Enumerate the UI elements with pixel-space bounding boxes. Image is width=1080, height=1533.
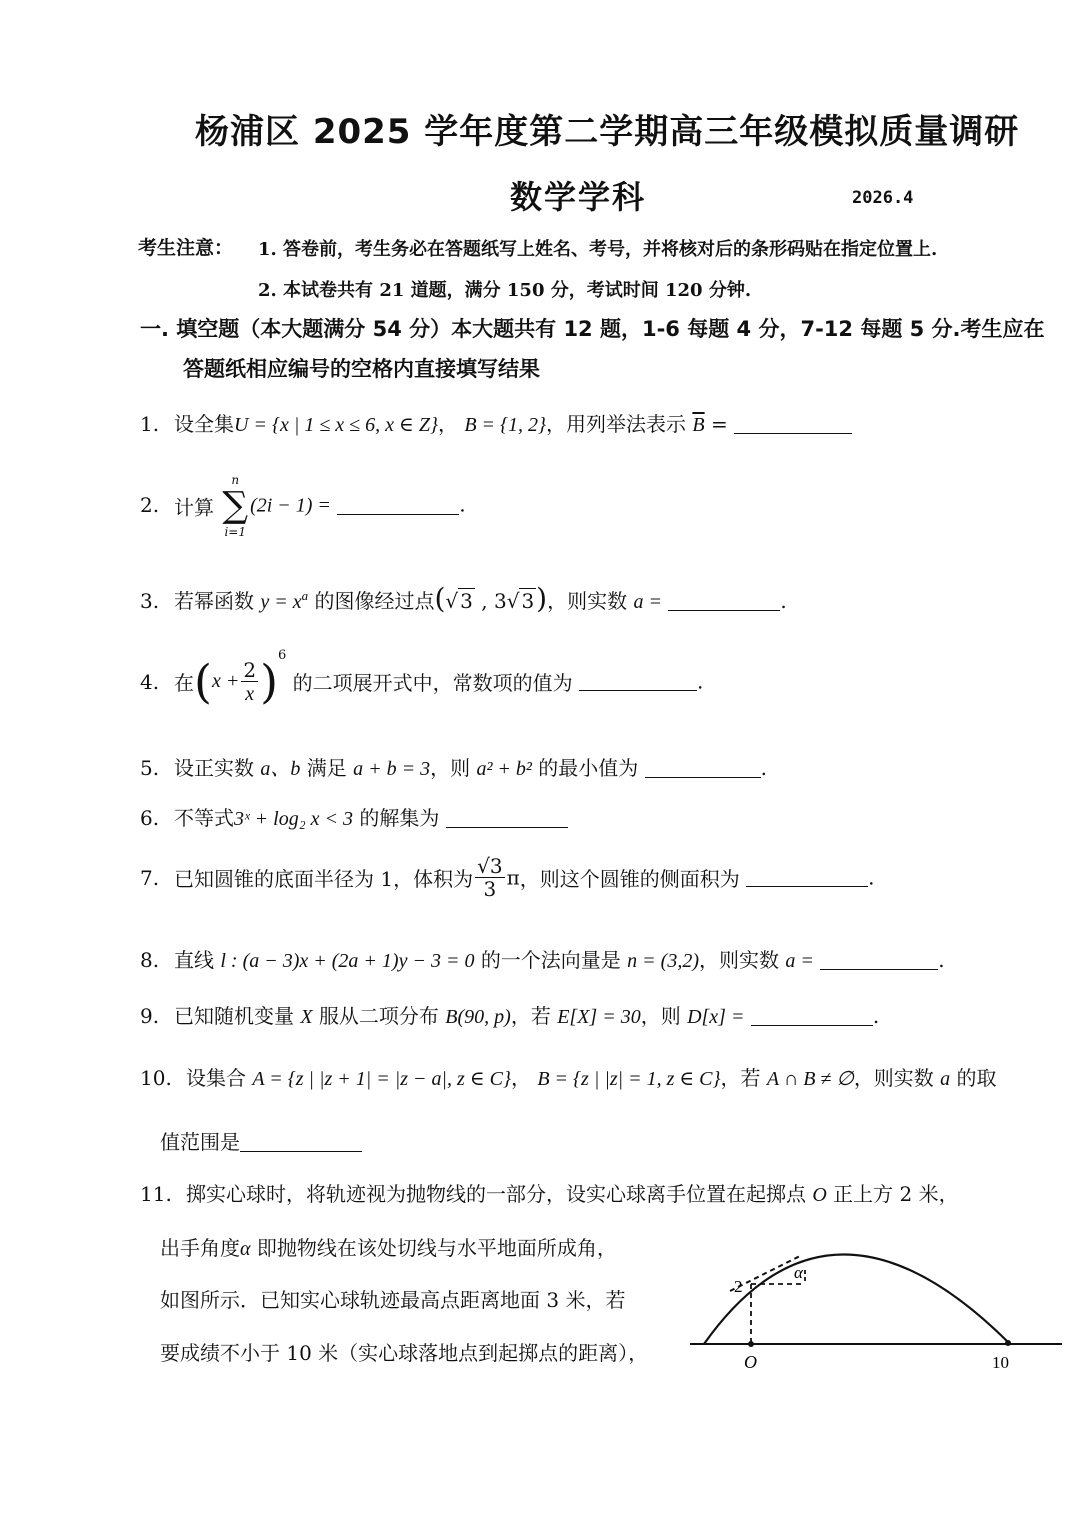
set-u: U = {x | 1 ≤ x ≤ 6, x ∈ Z} bbox=[234, 414, 438, 436]
notice-label: 考生注意： bbox=[138, 237, 234, 259]
origin-point bbox=[748, 1341, 754, 1347]
answer-blank[interactable] bbox=[579, 672, 697, 691]
fraction: $\frac{√3}{3}$ bbox=[477, 854, 503, 901]
question-8: 8. 直线 l : (a − 3)x + (2a + 1)y − 3 = 0 的一个法向量是 n = (3,2)，则实数 a = . bbox=[140, 948, 945, 972]
question-number: 3. bbox=[140, 589, 160, 613]
answer-blank[interactable] bbox=[751, 1007, 873, 1026]
question-11-line-4: 要成绩不小于 10 米（实心球落地点到起掷点的距离）， bbox=[160, 1341, 649, 1365]
question-number: 2. bbox=[140, 492, 160, 517]
trajectory-diagram bbox=[690, 1236, 1070, 1386]
question-11-line-3: 如图所示．已知实心球轨迹最高点距离地面 3 米，若 bbox=[160, 1288, 626, 1312]
question-1: 1. 设全集U = {x | 1 ≤ x ≤ 6, x ∈ Z}， B = {1, 2}，用列举法表示 $\overline{B}$ = bbox=[140, 408, 852, 437]
label-o: O bbox=[744, 1352, 757, 1372]
fraction: $\frac{2}{x}$ bbox=[243, 657, 257, 705]
question-number: 10. bbox=[140, 1066, 172, 1090]
label-ten: 10 bbox=[992, 1353, 1009, 1372]
question-number: 7. bbox=[140, 865, 160, 890]
answer-blank[interactable] bbox=[746, 868, 868, 887]
label-two: 2 bbox=[734, 1277, 743, 1296]
question-11: 11. 掷实心球时，将轨迹视为抛物线的一部分，设实心球离手位置在起掷点 O 正上方 2 米， bbox=[140, 1182, 959, 1206]
answer-blank[interactable] bbox=[446, 809, 568, 828]
label-alpha: α bbox=[794, 1263, 803, 1282]
summation: n ∑ i=1 bbox=[222, 473, 249, 539]
question-9: 9. 已知随机变量 X 服从二项分布 B(90, p)，若 E[X] = 30，则 D[x] = . bbox=[140, 1004, 880, 1028]
parabola-curve bbox=[704, 1254, 1008, 1344]
answer-blank[interactable] bbox=[337, 496, 459, 515]
answer-blank[interactable] bbox=[668, 592, 780, 611]
answer-blank[interactable] bbox=[240, 1133, 362, 1152]
question-number: 1. bbox=[140, 412, 160, 436]
landing-point bbox=[1005, 1340, 1011, 1346]
question-10: 10. 设集合 A = {z | |z + 1| = |z − a|, z ∈ C}， B = {z | |z| = 1, z ∈ C}，若 A ∩ B ≠ ∅，则实数 a 的取 bbox=[140, 1066, 997, 1090]
answer-blank[interactable] bbox=[734, 415, 852, 434]
question-2: 2. 计算 n ∑ i=1 (2i − 1) = . bbox=[140, 473, 466, 539]
sigma-symbol: ∑ bbox=[222, 485, 249, 526]
question-number: 4. bbox=[140, 669, 160, 694]
complement-b: $\overline{B}$ bbox=[692, 414, 705, 436]
exam-date: 2026.4 bbox=[852, 188, 914, 208]
question-number: 11. bbox=[140, 1182, 172, 1206]
question-number: 9. bbox=[140, 1004, 160, 1028]
set-b: B = {1, 2} bbox=[464, 414, 547, 436]
question-7: 7. 已知圆锥的底面半径为 1，体积为 $\frac{√3}{3}$ π，则这个圆锥的侧面积为 . bbox=[140, 854, 875, 901]
notice-item-2: 2. 本试卷共有 21 道题，满分 150 分，考试时间 120 分钟. bbox=[258, 280, 752, 301]
notice-item-1: 1. 答卷前，考生务必在答题纸写上姓名、考号，并将核对后的条形码贴在指定位置上. bbox=[258, 239, 938, 260]
question-4: 4. 在(x + $\frac{2}{x}$ )$^6$ 的二项展开式中，常数项的值为 . bbox=[140, 648, 704, 709]
section-heading-line2: 答题纸相应编号的空格内直接填写结果 bbox=[183, 357, 540, 381]
question-11-line-2: 出手角度α 即抛物线在该处切线与水平地面所成角， bbox=[160, 1236, 617, 1260]
section-heading-line1: 一. 填空题（本大题满分 54 分）本大题共有 12 题，1-6 每题 4 分，7-12 每题 5 分.考生应在 bbox=[140, 317, 1045, 341]
question-number: 6. bbox=[140, 806, 160, 830]
question-5: 5. 设正实数 a、b 满足 a + b = 3，则 a² + b² 的最小值为 . bbox=[140, 756, 768, 780]
question-3: 3. 若幂函数 $y = x^a$ 的图像经过点(√ 3 , 3√ 3)，则实数 a = . bbox=[140, 582, 787, 615]
exam-title: 杨浦区 2025 学年度第二学期高三年级模拟质量调研 bbox=[195, 112, 1020, 152]
question-number: 5. bbox=[140, 756, 160, 780]
question-6: 6. 不等式3ˣ + log₂ x < 3 的解集为 bbox=[140, 802, 568, 831]
subject-title: 数学学科 bbox=[510, 178, 647, 216]
question-10-line-2: 值范围是 bbox=[160, 1126, 362, 1155]
question-number: 8. bbox=[140, 948, 160, 972]
answer-blank[interactable] bbox=[645, 759, 761, 778]
answer-blank[interactable] bbox=[820, 951, 938, 970]
